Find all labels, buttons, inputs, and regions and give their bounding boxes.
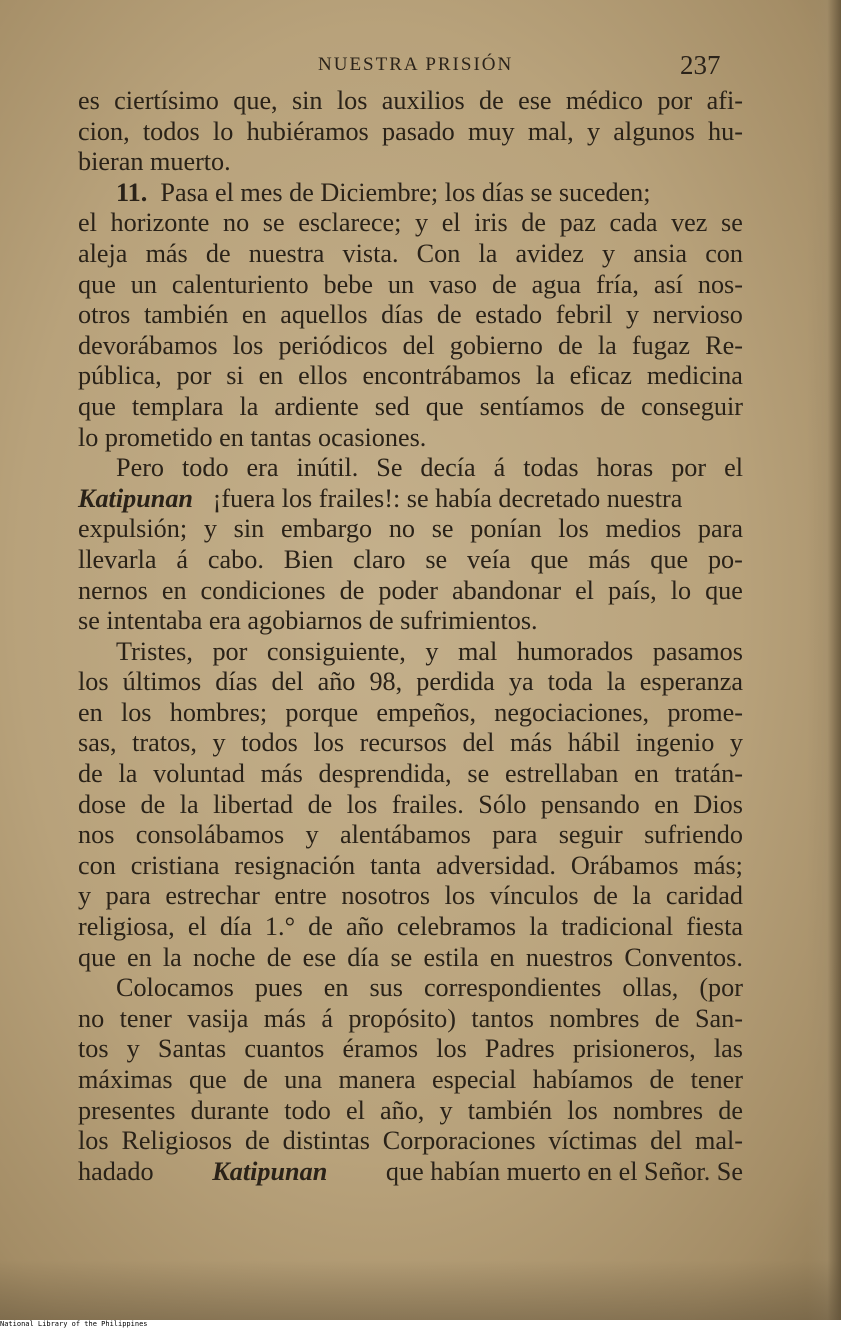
text-line: religiosa, el día 1.° de año celebramos la tradicional fiesta xyxy=(78,912,743,942)
page-edge-shadow xyxy=(807,0,841,1320)
text-line: el horizonte no se esclarece; y el iris de paz cada vez se xyxy=(78,208,743,238)
text-line: bieran muerto. xyxy=(78,147,231,177)
text-line: los Religiosos de distintas Corporaciones víctimas del mal- xyxy=(78,1126,743,1156)
katipunan-word: Katipunan xyxy=(78,483,193,513)
library-credit: National Library of the Philippines xyxy=(0,1320,148,1328)
text-line: máximas que de una manera especial habíamos de tener xyxy=(78,1065,743,1094)
text-line: presentes durante todo el año, y también los nombres de xyxy=(78,1095,743,1125)
text-line: que un calenturiento bebe un vaso de agua fría, así nos- xyxy=(78,269,743,299)
katipunan-word: Katipunan xyxy=(212,1156,328,1186)
text-line: pública, por si en ellos encontrábamos la eficaz medicina xyxy=(78,361,743,391)
text-line: sas, tratos, y todos los recursos del más hábil ingenio y xyxy=(78,728,743,758)
text-line: devorábamos los periódicos del gobierno de la fugaz Re- xyxy=(78,330,743,360)
running-head: NUESTRA PRISIÓN xyxy=(318,54,514,75)
page-number: 237 xyxy=(680,50,721,80)
text-line xyxy=(78,178,743,209)
text-line: con cristiana resignación tanta adversidad. Orábamos más; xyxy=(78,850,743,880)
text-fragment: que habían muerto en el Señor. Se xyxy=(385,1156,743,1186)
text-line: Colocamos pues en sus correspondientes ollas, (por xyxy=(116,973,743,1003)
text-line: dose de la libertad de los frailes. Sólo pensando en Dios xyxy=(78,789,743,819)
text-line: Tristes, por consiguiente, y mal humorados pasamos xyxy=(116,636,743,666)
text-line: otros también en aquellos días de estado febril y nervioso xyxy=(78,300,743,330)
text-line: cion, todos lo hubiéramos pasado muy mal, y algunos hu- xyxy=(78,116,743,146)
text-line: llevarla á cabo. Bien claro se veía que más que po- xyxy=(78,544,743,574)
text-line: lo prometido en tantas ocasiones. xyxy=(78,422,427,452)
paragraph-number: 11. xyxy=(116,177,148,207)
text-line: Pero todo era inútil. Se decía á todas horas por el xyxy=(116,453,743,483)
text-line: nos consolábamos y alentábamos para seguir sufriendo xyxy=(78,820,743,850)
text-fragment: hadado xyxy=(78,1156,154,1186)
text-line: aleja más de nuestra vista. Con la avidez y ansia con xyxy=(78,238,743,268)
text-line: de la voluntad más desprendida, se estrellaban en tratán- xyxy=(78,759,743,789)
text-line: que en la noche de ese día se estila en nuestros Conventos. xyxy=(78,942,743,972)
text-line: y para estrechar entre nosotros los vínculos de la caridad xyxy=(78,881,743,911)
text-line: tos y Santas cuantos éramos los Padres prisioneros, las xyxy=(78,1034,743,1064)
page-bottom-shadow xyxy=(0,1260,841,1320)
text-line: nernos en condiciones de poder abandonar el país, lo que xyxy=(78,575,743,605)
text-line-content: Pasa el mes de Diciembre; los días se suceden; xyxy=(160,177,651,207)
text-line xyxy=(78,484,743,515)
text-line: es ciertísimo que, sin los auxilios de ese médico por afi- xyxy=(78,86,743,115)
text-line: expulsión; y sin embargo no se ponían los medios para xyxy=(78,514,743,544)
body-text xyxy=(78,86,743,1187)
page-header xyxy=(0,50,841,84)
text-line: que templara la ardiente sed que sentíamos de conseguir xyxy=(78,391,743,421)
text-line: no tener vasija más á propósito) tantos nombres de San- xyxy=(78,1003,743,1033)
text-line: los últimos días del año 98, perdida ya toda la esperanza xyxy=(78,667,743,697)
text-line xyxy=(78,1157,743,1188)
text-line: en los hombres; porque empeños, negociaciones, prome- xyxy=(78,697,743,727)
text-line: se intentaba era agobiarnos de sufrimientos. xyxy=(78,606,538,636)
text-line-content: ¡fuera los frailes!: se había decretado nuestra xyxy=(212,483,683,513)
